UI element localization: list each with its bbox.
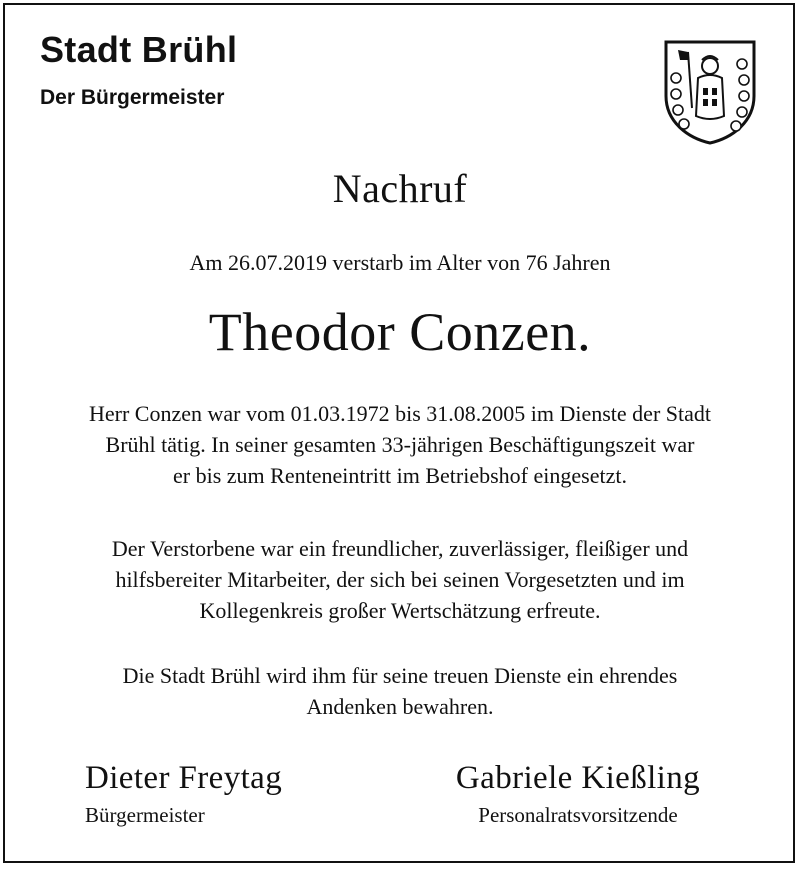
signature-mayor bbox=[85, 756, 282, 830]
paragraph-line: er bis zum Renteneintritt im Betriebshof eingesetzt. bbox=[173, 463, 627, 488]
remembrance-paragraph bbox=[30, 660, 770, 722]
signature-role: Bürgermeister bbox=[85, 803, 205, 827]
character-paragraph bbox=[30, 533, 770, 626]
signature-name: Gabriele Kießling bbox=[455, 760, 701, 796]
paragraph-line: hilfsbereiter Mitarbeiter, der sich bei seinen Vorgesetzten und im bbox=[115, 567, 685, 592]
paragraph-line: Der Verstorbene war ein freundlicher, zuverlässiger, fleißiger und bbox=[111, 536, 689, 561]
office-subtitle: Der Bürgermeister bbox=[40, 86, 225, 109]
deceased-name: Theodor Conzen. bbox=[208, 302, 592, 362]
city-title: Stadt Brühl bbox=[40, 29, 238, 70]
signature-staff-council bbox=[430, 756, 726, 830]
paragraph-line: Andenken bewahren. bbox=[306, 694, 494, 719]
death-announcement: Am 26.07.2019 verstarb im Alter von 76 Jahren bbox=[189, 250, 611, 275]
paragraph-line: Kollegenkreis großer Wertschätzung erfreute. bbox=[199, 598, 601, 623]
signature-name: Dieter Freytag bbox=[85, 760, 283, 796]
coat-of-arms-icon bbox=[662, 38, 758, 146]
header bbox=[40, 30, 237, 112]
signature-role: Personalratsvorsitzende bbox=[478, 803, 678, 827]
service-paragraph bbox=[30, 398, 770, 491]
obituary-heading: Nachruf bbox=[332, 166, 468, 211]
paragraph-line: Herr Conzen war vom 01.03.1972 bis 31.08.2005 im Dienste der Stadt bbox=[88, 401, 711, 426]
paragraph-line: Brühl tätig. In seiner gesamten 33-jährigen Beschäftigungszeit war bbox=[105, 432, 695, 457]
paragraph-line: Die Stadt Brühl wird ihm für seine treuen Dienste ein ehrendes bbox=[122, 663, 678, 688]
